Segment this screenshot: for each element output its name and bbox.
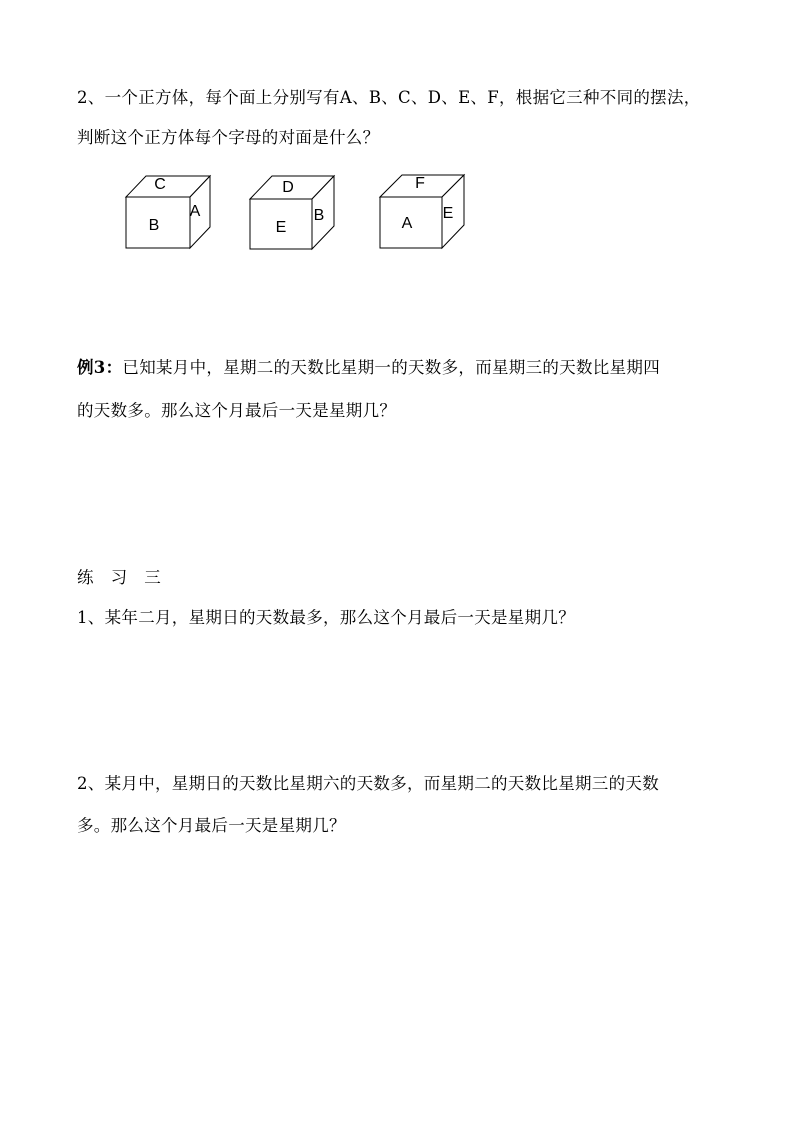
example3-label: 例3：	[77, 358, 123, 377]
cube-diagram-3	[380, 172, 470, 252]
cube-2-right-label: B	[313, 207, 325, 224]
cube-diagram-2	[250, 174, 340, 254]
cube-3-front-label: A	[401, 215, 413, 232]
practice-q2-line2: 多。那么这个月最后一天是星期几？	[77, 816, 346, 835]
cube-3-top-label: F	[415, 175, 425, 192]
cube-diagram-1	[126, 172, 216, 252]
cube-2-front-label: E	[275, 219, 287, 236]
practice-q2-line1: 2、某月中，星期日的天数比星期六的天数多，而星期二的天数比星期三的天数	[77, 774, 659, 793]
problem2-line2: 判断这个正方体每个字母的对面是什么？	[77, 128, 380, 147]
practice-heading: 练 习 三	[77, 568, 161, 587]
example3-line1	[77, 358, 660, 378]
cube-2-top-label: D	[282, 179, 294, 196]
cube-1-top-label: C	[154, 176, 166, 193]
example3-line1-text: 已知某月中，星期二的天数比星期一的天数多，而星期三的天数比星期四	[122, 358, 660, 377]
problem2-line1: 2、一个正方体，每个面上分别写有A、B、C、D、E、F，根据它三种不同的摆法，	[77, 88, 701, 107]
cube-1-front-label: B	[148, 217, 160, 234]
practice-q1: 1、某年二月，星期日的天数最多，那么这个月最后一天是星期几？	[77, 608, 575, 627]
cube-1-right-label: A	[189, 203, 201, 220]
example3-line2: 的天数多。那么这个月最后一天是星期几？	[77, 401, 397, 420]
cube-3-right-label: E	[442, 205, 454, 222]
